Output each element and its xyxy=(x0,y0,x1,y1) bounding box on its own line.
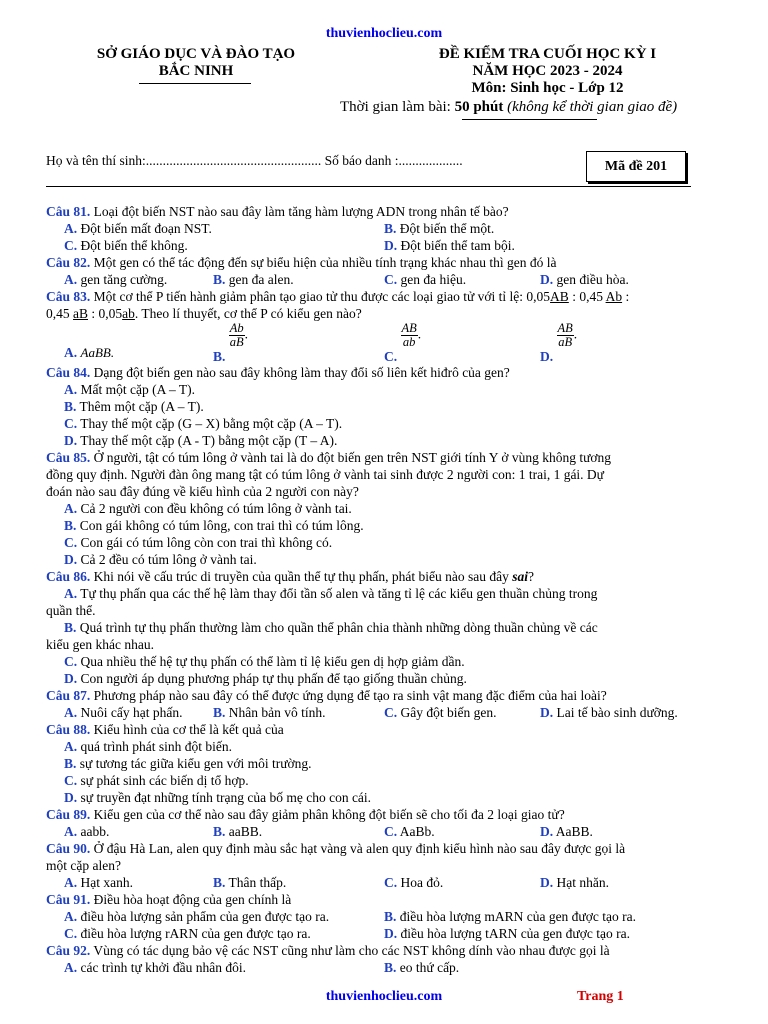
question-text: Loại đột biến NST nào sau đây làm tăng hàm lượng ADN trong nhân tế bào? xyxy=(93,204,509,219)
question-90-cont: một cặp alen? xyxy=(46,858,121,873)
question-81 xyxy=(46,203,509,220)
option-a[interactable]: A. Tự thụ phấn qua các thế hệ làm thay đổi tần số alen và tăng tỉ lệ các kiểu gen thuần chủng trong xyxy=(64,586,598,601)
site-link-top[interactable]: thuvienhoclieu.com xyxy=(325,26,443,41)
option-a[interactable]: A. aabb. xyxy=(64,824,110,839)
option-b[interactable]: B. Nhân bản vô tính. xyxy=(213,705,326,720)
exam-code-box: Mã đề 201 xyxy=(586,151,686,182)
option-a[interactable]: A. quá trình phát sinh đột biến. xyxy=(64,739,232,754)
department-name: SỞ GIÁO DỤC VÀ ĐÀO TẠO xyxy=(96,46,296,62)
option-a[interactable]: A. Cả 2 người con đều không có túm lông ở vành tai. xyxy=(64,501,352,516)
option-d[interactable]: D. điều hòa lượng tARN của gen được tạo ra. xyxy=(384,926,630,941)
option-c[interactable]: C. $\frac{AB}{ab}$ . xyxy=(384,321,422,364)
question-number: Câu 81. xyxy=(46,204,91,219)
option-a[interactable]: A. gen tăng cường. xyxy=(64,272,168,287)
province-name: BẮC NINH xyxy=(158,63,234,79)
option-c[interactable]: C. sự phát sinh các biến dị tổ hợp. xyxy=(64,773,249,788)
question-82: Câu 82. Một gen có thể tác động đến sự biểu hiện của nhiều tính trạng khác nhau thì gen đó là xyxy=(46,255,557,270)
department-header xyxy=(46,46,346,80)
option-d[interactable]: D. Thay thế một cặp (A - T) bằng một cặp (T – A). xyxy=(64,433,338,448)
option-d[interactable]: D. Con người áp dụng phương pháp tự thụ phấn để tạo giống thuần chủng. xyxy=(64,671,467,686)
question-92: Câu 92. Vùng có tác dụng bảo vệ các NST cũng như làm cho các NST không dính vào nhau được gọi là xyxy=(46,943,610,958)
option-d[interactable]: D. gen điều hòa. xyxy=(540,272,629,287)
question-87: Câu 87. Phương pháp nào sau đây có thể được ứng dụng để tạo ra sinh vật mang đặc điểm của hai loài? xyxy=(46,688,607,703)
option-c[interactable]: C. gen đa hiệu. xyxy=(384,272,467,287)
header-underline-right xyxy=(462,119,597,120)
option-a[interactable]: A. AaBB. xyxy=(64,345,115,360)
option-b[interactable]: B. điều hòa lượng mARN của gen được tạo ra. xyxy=(384,909,636,924)
option-c[interactable]: C. Đột biến thể không. xyxy=(64,238,188,253)
question-86: Câu 86. Khi nói về cấu trúc di truyền của quần thể tự thụ phấn, phát biểu nào sau đây sai? xyxy=(46,569,534,584)
option-b-cont: kiểu gen khác nhau. xyxy=(46,637,154,652)
question-84: Câu 84. Dạng đột biến gen nào sau đây không làm thay đổi số liên kết hiđrô của gen? xyxy=(46,365,510,380)
subject-line: Môn: Sinh học - Lớp 12 xyxy=(471,80,624,96)
option-d[interactable]: D. AaBB. xyxy=(540,824,593,839)
question-85: Câu 85. Ở người, tật có túm lông ở vành tai là do đột biến gen trên NST giới tính Y ở vùng không tương xyxy=(46,450,612,465)
option-b[interactable]: B. sự tương tác giữa kiểu gen với môi trường. xyxy=(64,756,312,771)
question-88: Câu 88. Kiểu hình của cơ thể là kết quả của xyxy=(46,722,284,737)
time-prefix: Thời gian làm bài: xyxy=(340,99,455,115)
option-d[interactable]: D. Hạt nhăn. xyxy=(540,875,609,890)
option-c[interactable]: C. Qua nhiều thế hệ tự thụ phấn có thể làm tỉ lệ kiểu gen dị hợp giảm dần. xyxy=(64,654,465,669)
option-d[interactable]: D. $\frac{AB}{aB}$ . xyxy=(540,321,578,364)
question-83-cont: 0,45 aB : 0,05ab. Theo lí thuyết, cơ thể P có kiểu gen nào? xyxy=(46,306,362,321)
question-83: Câu 83. Một cơ thể P tiến hành giảm phân tạo giao tử thu được các loại giao tử với tỉ lệ: 0,05AB : 0,45 Ab : xyxy=(46,289,630,304)
option-a-cont: quần thể. xyxy=(46,603,96,618)
site-link-bottom[interactable]: thuvienhoclieu.com xyxy=(325,989,443,1004)
option-d[interactable]: D. Cả 2 đều có túm lông ở vành tai. xyxy=(64,552,257,567)
option-c[interactable]: C. Thay thế một cặp (G – X) bằng một cặp (A – T). xyxy=(64,416,343,431)
header-underline-left xyxy=(139,83,251,84)
option-a[interactable]: A. Hạt xanh. xyxy=(64,875,133,890)
option-a[interactable]: A. Mất một cặp (A – T). xyxy=(64,382,195,397)
exam-header xyxy=(380,46,715,97)
option-c[interactable]: C. điều hòa lượng rARN của gen được tạo ra. xyxy=(64,926,311,941)
option-c[interactable]: C. AaBb. xyxy=(384,824,435,839)
option-b[interactable]: B. Quá trình tự thụ phấn thường làm cho quần thể phân chia thành những dòng thuần chủng về các xyxy=(64,620,598,635)
question-91: Câu 91. Điều hòa hoạt động của gen chính là xyxy=(46,892,292,907)
option-b[interactable]: B. gen đa alen. xyxy=(213,272,294,287)
question-89: Câu 89. Kiểu gen của cơ thể nào sau đây giảm phân không đột biến sẽ cho tối đa 2 loại giao tử? xyxy=(46,807,565,822)
option-a[interactable]: A. điều hòa lượng sản phẩm của gen được tạo ra. xyxy=(64,909,330,924)
option-b[interactable]: B. aaBB. xyxy=(213,824,263,839)
time-line xyxy=(340,99,677,116)
option-d[interactable]: D. Lai tế bào sinh dưỡng. xyxy=(540,705,678,720)
option-b[interactable]: B. Thân thấp. xyxy=(213,875,287,890)
option-b[interactable]: B. $\frac{Ab}{aB}$ . xyxy=(213,321,249,364)
time-note: (không kể thời gian giao đề) xyxy=(503,99,678,115)
option-b[interactable]: B. Đột biến thể một. xyxy=(384,221,495,236)
option-b[interactable]: B. Con gái không có túm lông, con trai thì có túm lông. xyxy=(64,518,364,533)
option-c[interactable]: C. Hoa đỏ. xyxy=(384,875,444,890)
page-number: Trang 1 xyxy=(577,989,624,1004)
question-85-cont: đoán nào sau đây đúng về kiểu hình của 2 người con này? xyxy=(46,484,359,499)
option-c[interactable]: C. Gây đột biến gen. xyxy=(384,705,497,720)
option-a[interactable]: A. Nuôi cấy hạt phấn. xyxy=(64,705,183,720)
student-info-line: Họ và tên thí sinh:.................................................... Số báo danh :................... xyxy=(46,153,463,168)
option-a[interactable]: A. các trình tự khởi đầu nhân đôi. xyxy=(64,960,247,975)
option-b[interactable]: B. eo thứ cấp. xyxy=(384,960,460,975)
school-year: NĂM HỌC 2023 - 2024 xyxy=(472,63,623,79)
exam-title: ĐỀ KIỂM TRA CUỐI HỌC KỲ I xyxy=(438,46,657,62)
info-divider xyxy=(46,186,691,187)
option-c[interactable]: C. Con gái có túm lông còn con trai thì không có. xyxy=(64,535,333,550)
option-d[interactable]: D. Đột biến thể tam bội. xyxy=(384,238,515,253)
option-b[interactable]: B. Thêm một cặp (A – T). xyxy=(64,399,204,414)
option-a[interactable]: A. Đột biến mất đoạn NST. xyxy=(64,221,212,236)
question-90: Câu 90. Ở đậu Hà Lan, alen quy định màu sắc hạt vàng và alen quy định kiểu hình nào sau đây được gọi là xyxy=(46,841,626,856)
question-85-cont: đồng quy định. Người đàn ông mang tật có túm lông ở vành tai sinh được 2 người con: 1 trai, 1 gái. Dự xyxy=(46,467,605,482)
time-duration: 50 phút xyxy=(454,99,504,115)
option-d[interactable]: D. sự truyền đạt những tính trạng của bố mẹ cho con cái. xyxy=(64,790,372,805)
